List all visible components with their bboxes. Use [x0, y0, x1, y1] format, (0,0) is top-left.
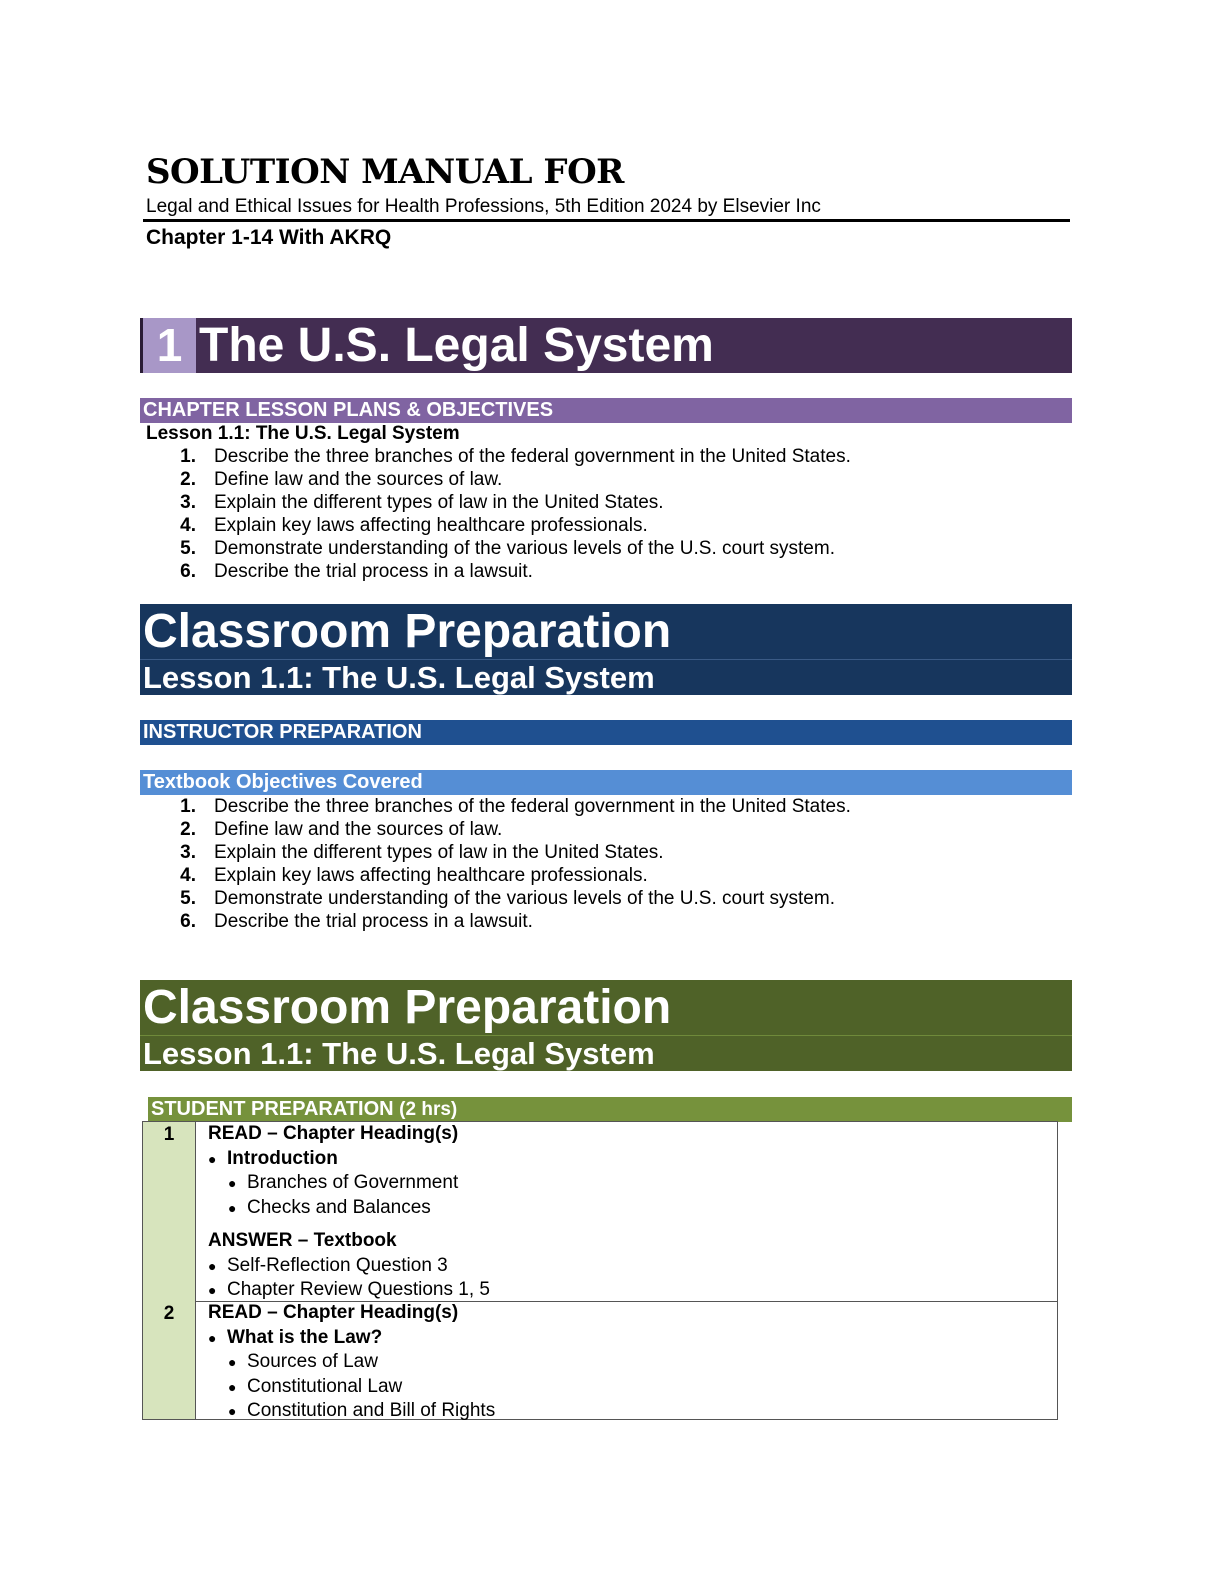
objective-text: Explain the different types of law in the United States. [214, 842, 664, 863]
row-number-cell [143, 1301, 196, 1419]
chapter-heading: What is the Law? [227, 1326, 383, 1348]
bullet-icon: ● [228, 1378, 237, 1395]
student-preparation-hours: (2 hrs) [399, 1099, 458, 1120]
classroom-prep-banner-student [140, 980, 1072, 1071]
classroom-prep-banner-instructor [140, 604, 1072, 695]
objective-item [176, 537, 1076, 560]
answer-label: ANSWER – Textbook [208, 1230, 397, 1251]
answer-item [208, 1254, 1057, 1279]
objective-item [176, 887, 1076, 910]
chapter-range: Chapter 1-14 With AKRQ [146, 226, 392, 249]
objective-item [176, 514, 1076, 537]
chapter-number: 1 [143, 318, 196, 373]
objective-item [176, 841, 1076, 864]
objective-text: Describe the three branches of the federal government in the United States. [214, 796, 851, 817]
subheading-item [208, 1171, 1057, 1196]
subheading-text: Constitutional Law [247, 1375, 403, 1397]
subheading-text: Branches of Government [247, 1172, 459, 1193]
classroom-prep-title: Classroom Preparation [143, 981, 672, 1034]
classroom-prep-lesson: Lesson 1.1: The U.S. Legal System [143, 660, 655, 695]
student-preparation-bar [148, 1097, 1072, 1122]
chapter-heading-item [208, 1147, 1057, 1172]
table-row [143, 1122, 1057, 1302]
objective-text: Explain key laws affecting healthcare professionals. [214, 865, 648, 886]
objective-number: 4. [180, 515, 196, 536]
objective-number: 2. [180, 469, 196, 490]
row-number-cell [143, 1122, 196, 1301]
objective-item [176, 468, 1076, 491]
bullet-icon: ● [208, 1282, 217, 1298]
objective-text: Describe the three branches of the federal government in the United States. [214, 446, 851, 467]
objective-item [176, 491, 1076, 514]
read-label: READ – Chapter Heading(s) [208, 1123, 459, 1144]
lesson-heading: Lesson 1.1: The U.S. Legal System [146, 423, 460, 444]
read-label: READ – Chapter Heading(s) [208, 1302, 459, 1323]
objective-number: 3. [180, 842, 196, 863]
objective-item [176, 445, 1076, 468]
subheading-item [208, 1399, 1057, 1424]
subheading-item [208, 1196, 1057, 1221]
chapter-banner [140, 318, 1072, 373]
lesson-objectives-list [176, 445, 1076, 583]
row-number: 1 [163, 1124, 175, 1145]
subheading-text: Constitution and Bill of Rights [247, 1400, 496, 1421]
classroom-prep-title: Classroom Preparation [143, 605, 672, 658]
objective-text: Demonstrate understanding of the various levels of the U.S. court system. [214, 888, 835, 909]
classroom-prep-lesson: Lesson 1.1: The U.S. Legal System [143, 1036, 655, 1071]
bullet-icon: ● [228, 1403, 237, 1419]
objective-item [176, 560, 1076, 583]
student-preparation-table [142, 1121, 1058, 1420]
objective-number: 1. [180, 796, 196, 817]
lesson-plans-bar: CHAPTER LESSON PLANS & OBJECTIVES [140, 398, 1072, 423]
chapter-title: The U.S. Legal System [199, 319, 714, 372]
objective-number: 5. [180, 888, 196, 909]
objective-text: Describe the trial process in a lawsuit. [214, 561, 533, 582]
bullet-icon: ● [208, 1257, 217, 1274]
chapter-heading: Introduction [227, 1147, 338, 1169]
objective-number: 6. [180, 561, 196, 582]
row-content [208, 1301, 1057, 1424]
textbook-objectives-bar: Textbook Objectives Covered [140, 770, 1072, 795]
answer-text: Self-Reflection Question 3 [227, 1254, 448, 1276]
student-preparation-label: STUDENT PREPARATION [151, 1098, 394, 1120]
textbook-objectives-list [176, 795, 1076, 933]
objective-number: 6. [180, 911, 196, 932]
table-row [143, 1301, 1057, 1419]
objective-number: 2. [180, 819, 196, 840]
document-subtitle: Legal and Ethical Issues for Health Professions, 5th Edition 2024 by Elsevier Inc [146, 196, 821, 217]
subheading-item [208, 1350, 1057, 1375]
answer-text: Chapter Review Questions 1, 5 [227, 1279, 490, 1300]
objective-item [176, 910, 1076, 933]
instructor-preparation-bar: INSTRUCTOR PREPARATION [140, 720, 1072, 745]
bullet-icon: ● [228, 1199, 237, 1216]
objective-number: 5. [180, 538, 196, 559]
bullet-icon: ● [228, 1354, 237, 1370]
objective-item [176, 818, 1076, 841]
objective-text: Define law and the sources of law. [214, 469, 503, 490]
header-divider [143, 219, 1070, 222]
row-number: 2 [163, 1303, 175, 1324]
objective-text: Define law and the sources of law. [214, 819, 503, 840]
objective-text: Demonstrate understanding of the various levels of the U.S. court system. [214, 538, 835, 559]
row-content [208, 1122, 1057, 1303]
document-title: SOLUTION MANUAL FOR [146, 152, 624, 192]
objective-text: Describe the trial process in a lawsuit. [214, 911, 533, 932]
objective-text: Explain key laws affecting healthcare professionals. [214, 515, 648, 536]
objective-number: 4. [180, 865, 196, 886]
bullet-icon: ● [208, 1329, 217, 1346]
bullet-icon: ● [208, 1150, 217, 1167]
bullet-icon: ● [228, 1175, 237, 1191]
subheading-text: Sources of Law [247, 1351, 378, 1372]
subheading-item [208, 1375, 1057, 1400]
objective-text: Explain the different types of law in the United States. [214, 492, 664, 513]
objective-item [176, 795, 1076, 818]
objective-number: 3. [180, 492, 196, 513]
chapter-heading-item [208, 1326, 1057, 1351]
subheading-text: Checks and Balances [247, 1196, 431, 1218]
objective-number: 1. [180, 446, 196, 467]
answer-item [208, 1278, 1057, 1303]
objective-item [176, 864, 1076, 887]
